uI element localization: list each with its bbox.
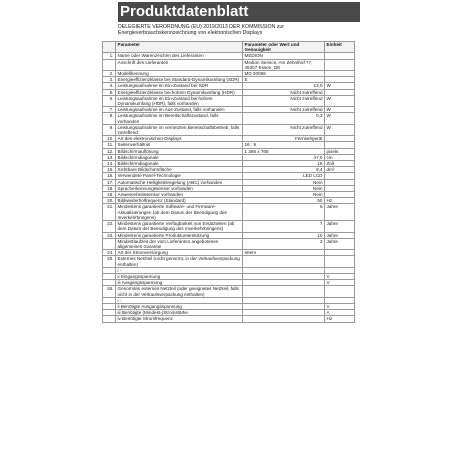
row-value-cell: 1 366 x 768 bbox=[243, 148, 325, 154]
row-value-cell: Nicht zutreffend bbox=[243, 95, 325, 106]
header-value-cell: Parameter oder Wert und Genauigkeit bbox=[243, 42, 325, 53]
row-unit-cell: Hz bbox=[325, 316, 355, 322]
row-parameter-cell: ii Benötigte Ausgangsspannung bbox=[116, 303, 243, 309]
row-unit-cell: V bbox=[325, 303, 355, 309]
row-value-cell: Nicht zutreffend bbox=[243, 124, 325, 135]
row-number-cell: 26. bbox=[103, 286, 116, 297]
header-unit-cell: Einheit bbox=[325, 42, 355, 53]
row-value-cell: 8 bbox=[243, 204, 325, 221]
row-number-cell: 12. bbox=[103, 148, 116, 154]
row-number-cell: 22. bbox=[103, 221, 116, 232]
row-parameter-cell: Spracherkennungssensor vorhanden bbox=[116, 185, 243, 191]
row-value-cell: 7 bbox=[243, 221, 325, 232]
row-number-cell: 19. bbox=[103, 192, 116, 198]
row-value-cell bbox=[243, 316, 325, 322]
row-parameter-cell: Sichtbare Bildschirmfläche bbox=[116, 167, 243, 173]
row-parameter-cell: Seitenverhältnis bbox=[116, 142, 243, 148]
table-row bbox=[103, 221, 355, 232]
row-number-cell: 9. bbox=[103, 124, 116, 135]
row-value-cell: Nein bbox=[243, 179, 325, 185]
row-parameter-cell: Leistungsaufnahme im Bereitschaftszustand, falls vorhanden bbox=[116, 113, 243, 124]
row-unit-cell: Jahre bbox=[325, 238, 355, 249]
row-unit-cell bbox=[325, 286, 355, 297]
row-parameter-cell: Art der Stromversorgung bbox=[116, 250, 243, 256]
row-number-cell: 2. bbox=[103, 71, 116, 77]
row-parameter-cell: iv Benötigte Stromfrequenz bbox=[116, 316, 243, 322]
row-unit-cell: V bbox=[325, 273, 355, 279]
table-row bbox=[103, 95, 355, 106]
row-parameter-cell: Bildschirmauflösung bbox=[116, 148, 243, 154]
page-title: Produktdatenblatt bbox=[118, 2, 360, 22]
row-value-cell: 50 bbox=[243, 198, 325, 204]
table-row bbox=[103, 59, 355, 70]
row-number-cell: 4. bbox=[103, 83, 116, 89]
row-value-cell bbox=[243, 256, 325, 267]
header-parameter-cell: Parameter bbox=[116, 42, 243, 53]
row-unit-cell: W bbox=[325, 124, 355, 135]
row-unit-cell bbox=[325, 256, 355, 267]
regulation-intro: DELEGIERTE VERORDNUNG (EU) 2019/2013 DER KOMMISSION zur Energieverbrauchskennzeichnung von elektronischen Displays bbox=[118, 24, 284, 36]
row-unit-cell: Zoll bbox=[325, 161, 355, 167]
row-value-cell: Medion Service, Am Zehnthof 77, 45307 Essen, DE bbox=[243, 59, 325, 70]
row-value-cell: 10 bbox=[243, 232, 325, 238]
table-row bbox=[103, 286, 355, 297]
row-parameter-cell: Modellkennung bbox=[116, 71, 243, 77]
row-number-cell: 20. bbox=[103, 198, 116, 204]
row-parameter-cell: Mindestens garantierte Produktunterstützung bbox=[116, 232, 243, 238]
row-number-cell: 25. bbox=[103, 256, 116, 267]
row-parameter-cell: Bildwiederholfrequenz (Standard) bbox=[116, 198, 243, 204]
row-unit-cell: A bbox=[325, 310, 355, 316]
row-parameter-cell: Leistungsaufnahme im vernetzten Bereitschaftsbetrieb, falls zutreffend bbox=[116, 124, 243, 135]
table-row bbox=[103, 113, 355, 124]
row-number-cell bbox=[103, 238, 116, 249]
row-value-cell: 2 bbox=[243, 238, 325, 249]
row-number-cell: 8. bbox=[103, 113, 116, 124]
row-unit-cell: Jahre bbox=[325, 204, 355, 221]
row-number-cell bbox=[103, 316, 116, 322]
row-value-cell: 9,4 bbox=[243, 167, 325, 173]
row-parameter-cell: Verwendete Panel-Technologie bbox=[116, 173, 243, 179]
row-unit-cell: W bbox=[325, 113, 355, 124]
table-row bbox=[103, 124, 355, 135]
row-value-cell: 13,0 bbox=[243, 83, 325, 89]
row-parameter-cell: Leistungsaufnahme im Ein-Zustand bei SDR bbox=[116, 83, 243, 89]
row-number-cell: 3. bbox=[103, 77, 116, 83]
row-parameter-cell: Mindestens garantierte Software- und Firmware-Aktualisierungen (ab dem Datum der Beendigung des Inverkehrbringens) bbox=[116, 204, 243, 221]
row-parameter-cell: Art des elektronischen Displays bbox=[116, 136, 243, 142]
table-row bbox=[103, 204, 355, 221]
row-parameter-cell: iii Ausgangsspannung bbox=[116, 280, 243, 286]
row-parameter-cell: Energieeffizienzklasse bei hohem Dynamikumfang (HDR) bbox=[116, 89, 243, 95]
row-unit-cell: V bbox=[325, 280, 355, 286]
row-parameter-cell: Anschrift des Lieferanten bbox=[116, 59, 243, 70]
row-number-cell: 15. bbox=[103, 167, 116, 173]
row-value-cell: E bbox=[243, 77, 325, 83]
row-number-cell: 13. bbox=[103, 154, 116, 160]
row-number-cell: 23. bbox=[103, 232, 116, 238]
row-parameter-cell: Externes Netzteil (nicht genormt, in der Verkaufsverpackung enthalten) bbox=[116, 256, 243, 267]
row-value-cell: 47,0 bbox=[243, 154, 325, 160]
row-value-cell: MEDION bbox=[243, 53, 325, 59]
row-parameter-cell: Mindestlaufzeit der vom Lieferanten angebotenen allgemeinen Garantie bbox=[116, 238, 243, 249]
row-parameter-cell: Mindestens garantierte Verfügbarkeit von Ersatzteilen (ab dem Datum der Beendigung des Inverkehrbringens) bbox=[116, 221, 243, 232]
row-value-cell bbox=[243, 286, 325, 297]
row-number-cell: 24. bbox=[103, 250, 116, 256]
row-parameter-cell: Genormtes externes Netzteil (oder geeignetes Netzteil, falls nicht in der Verkaufsverpackung enthalten) bbox=[116, 286, 243, 297]
row-value-cell: MD 20059 bbox=[243, 71, 325, 77]
row-parameter-cell: iii Benötigte (Mindest-)Stromstärke bbox=[116, 310, 243, 316]
row-value-cell: 19 bbox=[243, 161, 325, 167]
row-number-cell: 11. bbox=[103, 142, 116, 148]
row-parameter-cell: Name oder Warenzeichen des Lieferanten bbox=[116, 53, 243, 59]
table-row bbox=[103, 89, 355, 95]
row-parameter-cell: Energieeffizienzklasse bei Standard-Dynamikumfang (SDR) bbox=[116, 77, 243, 83]
row-parameter-cell: ii Eingangsspannung bbox=[116, 273, 243, 279]
row-unit-cell: dm² bbox=[325, 167, 355, 173]
row-value-cell: LED LCD bbox=[243, 173, 325, 179]
row-number-cell: 5. bbox=[103, 89, 116, 95]
row-parameter-cell: Anwesenheitssensor vorhanden bbox=[116, 192, 243, 198]
table-row bbox=[103, 238, 355, 249]
row-value-cell: Nicht zutreffend bbox=[243, 89, 325, 95]
row-value-cell: Nein bbox=[243, 185, 325, 191]
row-value-cell: Intern bbox=[243, 250, 325, 256]
row-parameter-cell: Leistungsaufnahme im Aus-Zustand, falls vorhanden bbox=[116, 107, 243, 113]
table-row bbox=[103, 316, 355, 322]
datasheet-table bbox=[102, 41, 355, 323]
row-parameter-cell: Automatische Helligkeitsregelung (ABC) vorhanden bbox=[116, 179, 243, 185]
row-value-cell: 16 : 9 bbox=[243, 142, 325, 148]
row-number-cell: 6. bbox=[103, 95, 116, 106]
row-parameter-cell: i - bbox=[116, 297, 243, 303]
row-unit-cell: W bbox=[325, 83, 355, 89]
row-number-cell: 7. bbox=[103, 107, 116, 113]
row-value-cell: Fernsehgerät bbox=[243, 136, 325, 142]
row-unit-cell: W bbox=[325, 95, 355, 106]
row-parameter-cell: Bildschirmdiagonale bbox=[116, 161, 243, 167]
header-number-cell bbox=[103, 42, 116, 53]
row-parameter-cell: Bildschirmdiagonale bbox=[116, 154, 243, 160]
table-row bbox=[103, 256, 355, 267]
row-unit-cell: Hz bbox=[325, 198, 355, 204]
row-number-cell: 17. bbox=[103, 179, 116, 185]
row-unit-cell: Jahre bbox=[325, 232, 355, 238]
row-unit-cell bbox=[325, 59, 355, 70]
row-parameter-cell: Leistungsaufnahme im Ein-Zustand bei hohem Dynamikumfang (HDR), falls vorhanden bbox=[116, 95, 243, 106]
row-value-cell: Nicht zutreffend bbox=[243, 107, 325, 113]
row-unit-cell: Jahre bbox=[325, 221, 355, 232]
row-number-cell: 16. bbox=[103, 173, 116, 179]
row-unit-cell: pixels bbox=[325, 148, 355, 154]
row-value-cell: 0,3 bbox=[243, 113, 325, 124]
row-unit-cell: cm bbox=[325, 154, 355, 160]
row-number-cell bbox=[103, 59, 116, 70]
row-number-cell: 18. bbox=[103, 185, 116, 191]
row-number-cell: 21. bbox=[103, 204, 116, 221]
row-unit-cell: W bbox=[325, 107, 355, 113]
row-number-cell: 14. bbox=[103, 161, 116, 167]
table-header-row bbox=[103, 42, 355, 53]
row-number-cell: 1. bbox=[103, 53, 116, 59]
row-value-cell: Nein bbox=[243, 192, 325, 198]
row-parameter-cell: i - bbox=[116, 267, 243, 273]
row-number-cell: 10. bbox=[103, 136, 116, 142]
